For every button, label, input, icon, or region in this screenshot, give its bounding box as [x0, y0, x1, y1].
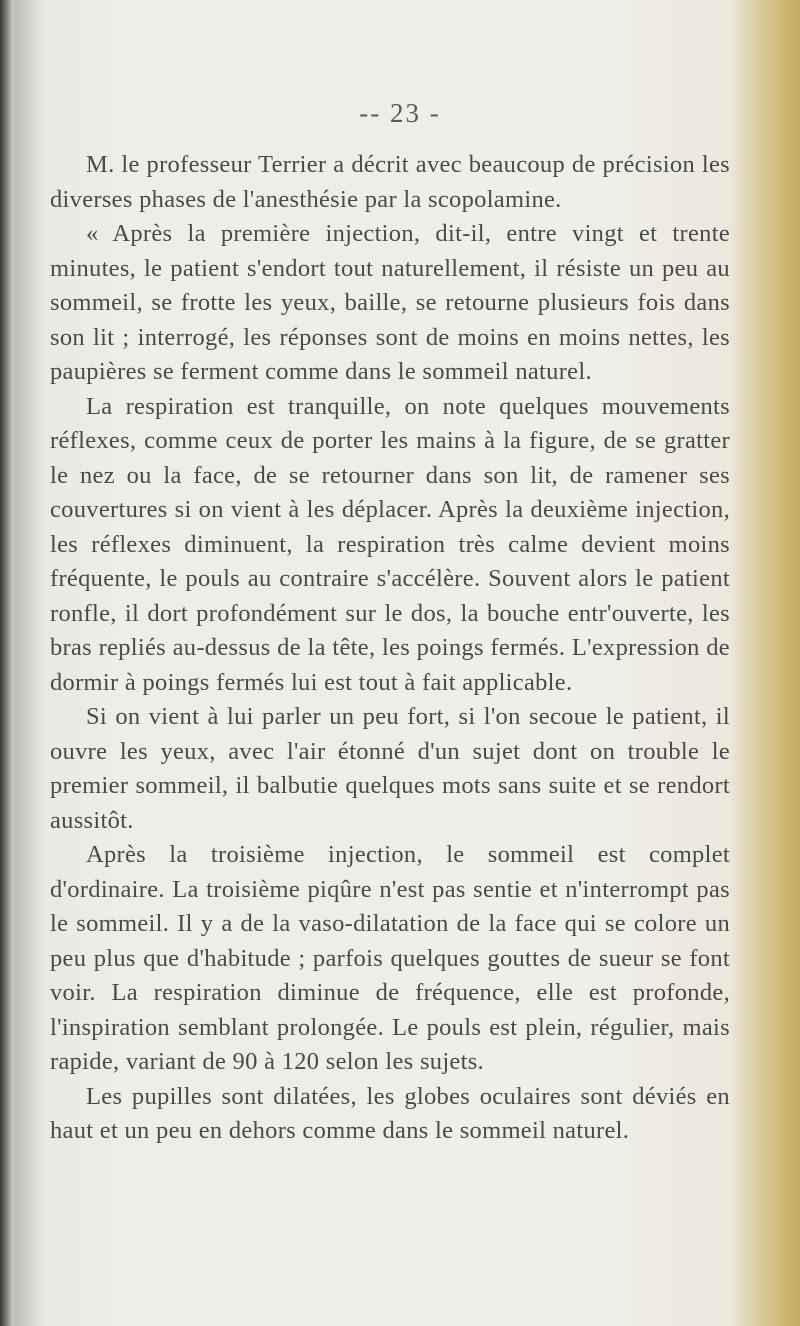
paragraph: Après la troisième injection, le sommeil est complet d'ordinaire. La troisième piqûre n'est pas sentie et n'interrompt pas le sommeil. Il y a de la vaso-dilatation de la face qui se colore un peu plus que d'habitude ; parfois quelques gouttes de sueur se font voir. La respiration diminue de fréquence, elle est profonde, l'inspiration semblant prolongée. Le pouls est plein, régulier, mais rapide, variant de 90 à 120 selon les sujets. — [50, 841, 730, 1075]
paragraph: Les pupilles sont dilatées, les globes oculaires sont déviés en haut et un peu en dehors comme dans le sommeil naturel. — [50, 1082, 730, 1144]
paragraph: M. le professeur Terrier a décrit avec beaucoup de précision les diverses phases de l'anesthésie par la scopolamine. — [50, 151, 730, 213]
page-number: -- 23 - — [359, 98, 441, 128]
body-text — [50, 148, 730, 1149]
gutter-shadow — [14, 0, 44, 1326]
book-spine — [0, 0, 14, 1326]
paragraph: Si on vient à lui parler un peu fort, si l'on secoue le patient, il ouvre les yeux, avec l'air étonné d'un sujet dont on trouble le premier sommeil, il balbutie quelques mots sans suite et se rendort aussitôt. — [50, 703, 730, 834]
paragraph: La respiration est tranquille, on note quelques mouvements réflexes, comme ceux de porter les mains à la figure, de se gratter le nez ou la face, de se retourner dans son lit, de ramener ses couvertures si on vient à les déplacer. Après la deuxième injection, les réflexes diminuent, la respiration très calme devient moins fréquente, le pouls au contraire s'accélère. Souvent alors le patient ronfle, il dort profondément sur le dos, la bouche entr'ouverte, les bras repliés au-dessus de la tête, les poings fermés. L'expression de dormir à poings fermés lui est tout à fait applicable. — [50, 392, 730, 696]
page-edge-stain — [730, 0, 800, 1326]
paragraph: « Après la première injection, dit-il, entre vingt et trente minutes, le patient s'endort tout naturellement, il résiste un peu au sommeil, se frotte les yeux, baille, se retourne plusieurs fois dans son lit ; interrogé, les réponses sont de moins en moins nettes, les paupières se ferment comme dans le sommeil naturel. — [50, 220, 730, 385]
